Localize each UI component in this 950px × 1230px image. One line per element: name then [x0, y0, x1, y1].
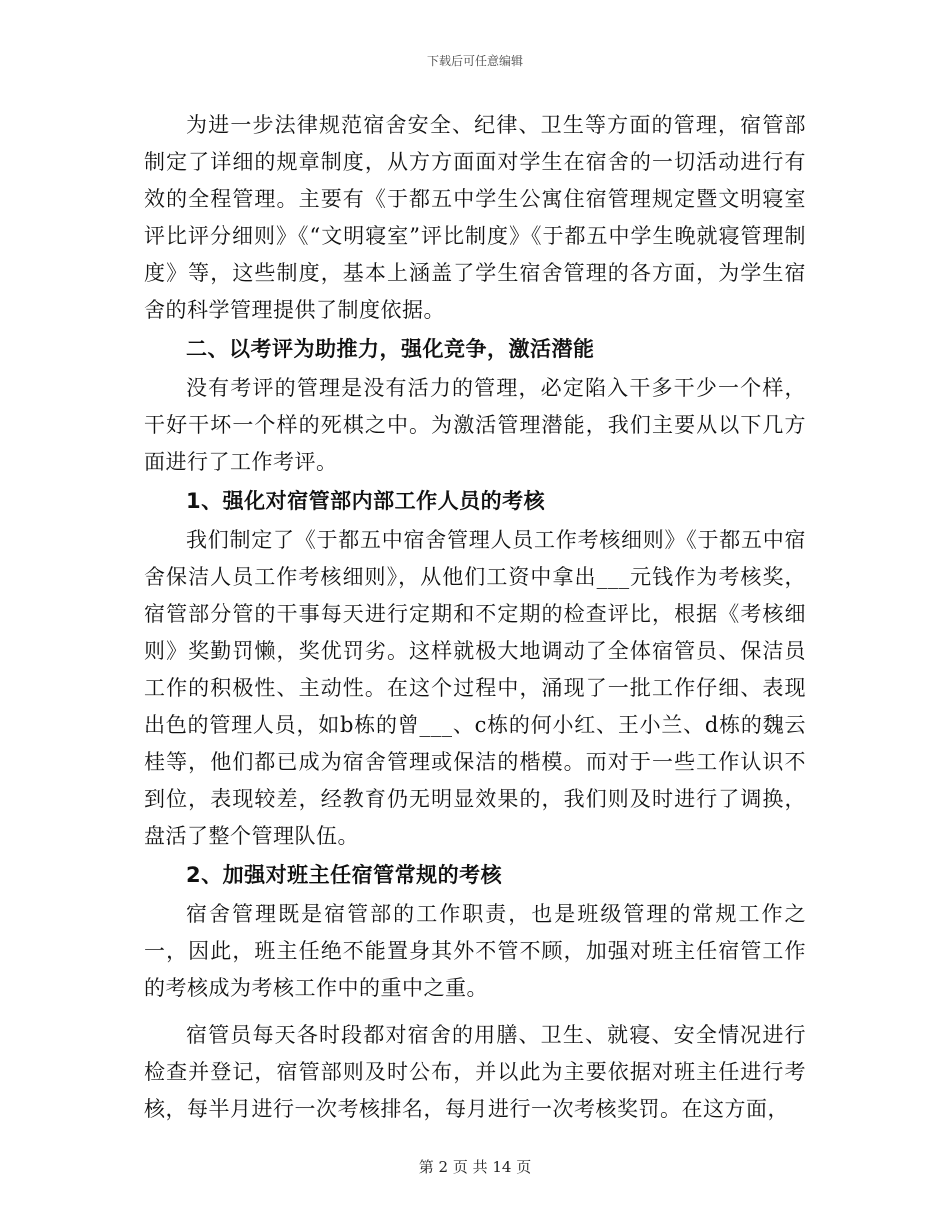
paragraph-regulations: 为进一步法律规范宿舍安全、纪律、卫生等方面的管理，宿管部制定了详细的规章制度，从方方面面对学生在宿舍的一切活动进行有效的全程管理。主要有《于都五中学生公寓住宿管理规定暨文明寝室评比评分细则》《“文明寝室”评比制度》《于都五中学生晚就寝管理制度》等，这些制度，基本上涵盖了学生宿舍管理的各方面，为学生宿舍的科学管理提供了制度依据。 — [144, 113, 806, 322]
page-header: 下载后可任意编辑 — [426, 54, 523, 68]
paragraph-class-teacher-duty: 宿舍管理既是宿管部的工作职责，也是班级管理的常规工作之一，因此，班主任绝不能置身其外不管不顾，加强对班主任宿管工作的考核成为考核工作中的重中之重。 — [144, 902, 806, 1000]
paragraph-staff-assessment: 我们制定了《于都五中宿舍管理人员工作考核细则》《于都五中宿舍保洁人员工作考核细则》，从他们工资中拿出___元钱作为考核奖，宿管部分管的干事每天进行定期和不定期的检查评比，根据《考核细则》奖勤罚懒，奖优罚劣。这样就极大地调动了全体宿管员、保洁员工作的积极性、主动性。在这个过程中，涌现了一批工作仔细、表现出色的管理人员，如b栋的曾___、c栋的何小红、王小兰、d栋的魏云桂等，他们都已成为宿舍管理或保洁的楷模。而对于一些工作认识不到位，表现较差，经教育仍无明显效果的，我们则及时进行了调换，盘活了整个管理队伍。 — [144, 528, 806, 848]
subsection-heading-2: 2、加强对班主任宿管常规的考核 — [186, 863, 503, 887]
page-footer: 第 2 页 共 14 页 — [418, 1158, 532, 1176]
paragraph-dorm-inspection: 宿管员每天各时段都对宿舍的用膳、卫生、就寝、安全情况进行检查并登记，宿管部则及时公布，并以此为主要依据对班主任进行考核，每半月进行一次考核排名，每月进行一次考核奖罚。在这方面， — [144, 1023, 806, 1121]
section-heading-2: 二、以考评为助推力，强化竞争，激活潜能 — [186, 337, 595, 361]
document-body — [144, 107, 806, 1128]
paragraph-evaluation-intro: 没有考评的管理是没有活力的管理，必定陷入干多干少一个样，干好干坏一个样的死棋之中。为激活管理潜能，我们主要从以下几方面进行了工作考评。 — [144, 376, 806, 474]
subsection-heading-1: 1、强化对宿管部内部工作人员的考核 — [186, 489, 546, 513]
